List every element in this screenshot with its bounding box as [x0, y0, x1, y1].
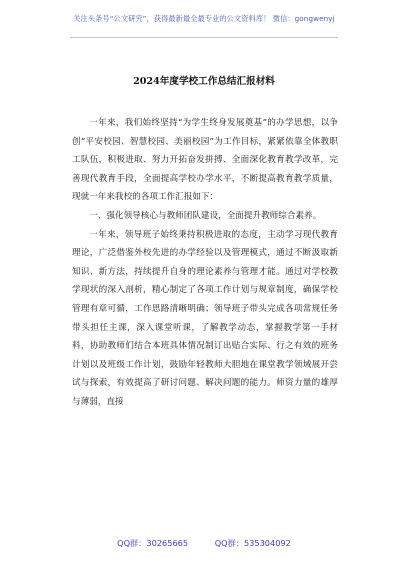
footer-qq-group-1: QQ群：30265665 — [117, 538, 189, 548]
document-body — [72, 114, 338, 412]
paragraph-section-1: 一年来，领导班子始终秉持积极进取的态度，主动学习现代教育理论，广泛借鉴外校先进的办学经验以及管理模式，通过不断汲取新知识、新方法，持续提升自身的理论素养与管理才能。通过对学校教学现状的深入剖析，精心制定了各项工作计划与规章制度，确保学校管理有章可循，工作思路清晰明确；领导班子带头完成各项常规任务带头担任主课，深入课堂听课，了解教学动态，掌握教学第一手材料，协助教师们结合本班具体情况制订出贴合实际、行之有效的班务计划以及班级工作计划，鼓励年轻教师大胆地在课堂教学领域展开尝试与探索，有效提高了研讨问题、解决问题的能力。师资力量的雄厚与薄弱，直接 — [72, 229, 338, 407]
footer-qq-group-2: QQ群：535304092 — [214, 538, 291, 548]
header-note: 关注头条号“公文研究”，获得最新最全最专业的公文资料库！ 微信：gongwenyj — [73, 14, 335, 23]
header-divider — [70, 37, 338, 38]
document-title: 2024年度学校工作总结汇报材料 — [133, 76, 275, 87]
paragraph-intro: 一年来，我们始终坚持“为学生终身发展奠基”的办学思想，以争创“平安校园、智慧校园、美丽校园”为工作目标，紧紧依靠全体教职工队伍，积极进取、努力开拓奋发拼搏、全面深化教育教学改革，完善现代教育手段，全面提高学校办学水平，不断提高教育教学质量，现就一年来我校的各项工作汇报如下： — [72, 118, 338, 203]
footer-contacts — [0, 538, 408, 549]
section-heading-1: 一、强化领导核心与教师团队建设，全面提升教师综合素养。 — [89, 210, 322, 221]
